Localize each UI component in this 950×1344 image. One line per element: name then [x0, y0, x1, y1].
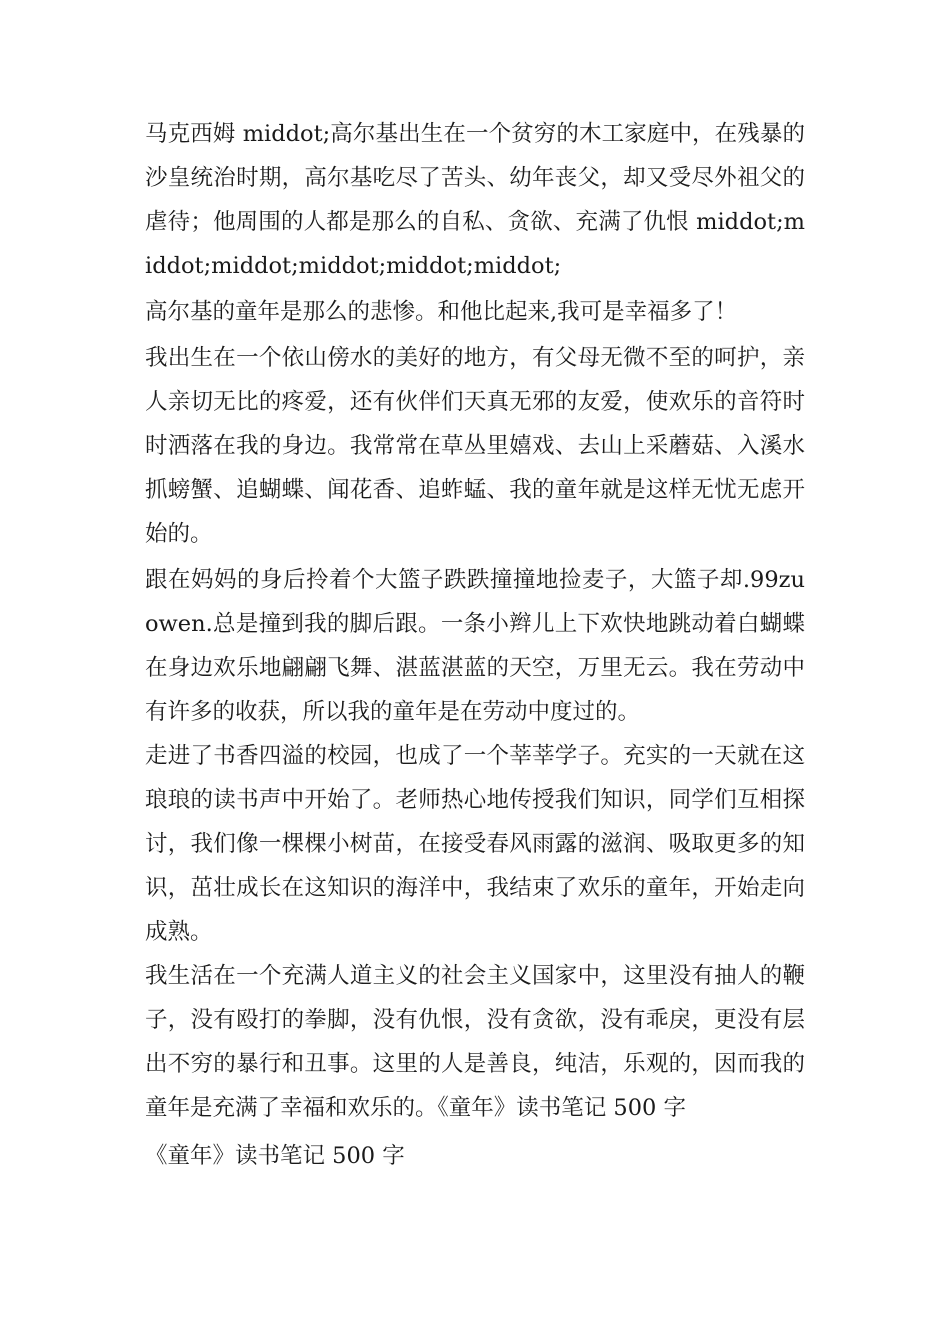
- paragraph-4: 跟在妈妈的身后拎着个大篮子跌跌撞撞地捡麦子，大篮子却.99zuowen.总是撞到我的脚后跟。一条小辫儿上下欢快地跳动着白蝴蝶在身边欢乐地翩翩飞舞、湛蓝湛蓝的天空，万里无云。我在劳动中有许多的收获，所以我的童年是在劳动中度过的。: [145, 567, 805, 725]
- document-body: [145, 112, 805, 1180]
- paragraph-5: 走进了书香四溢的校园，也成了一个莘莘学子。充实的一天就在这琅琅的读书声中开始了。老师热心地传授我们知识，同学们互相探讨，我们像一棵棵小树苗，在接受春风雨露的滋润、吸取更多的知识，茁壮成长在这知识的海洋中，我结束了欢乐的童年，开始走向成熟。: [145, 743, 805, 945]
- paragraph-7: 《童年》读书笔记 500 字: [145, 1143, 405, 1169]
- paragraph-3: 我出生在一个依山傍水的美好的地方，有父母无微不至的呵护，亲人亲切无比的疼爱，还有伙伴们天真无邪的友爱，使欢乐的音符时时洒落在我的身边。我常常在草丛里嬉戏、去山上采蘑菇、入溪水抓螃蟹、追蝴蝶、闻花香、追蚱蜢、我的童年就是这样无忧无虑开始的。: [145, 345, 805, 547]
- paragraph-6: 我生活在一个充满人道主义的社会主义国家中，这里没有抽人的鞭子，没有殴打的拳脚，没有仇恨，没有贪欲，没有乖戾，更没有层出不穷的暴行和丑事。这里的人是善良，纯洁，乐观的，因而我的童年是充满了幸福和欢乐的。《童年》读书笔记 500 字: [145, 963, 805, 1121]
- paragraph-1: 马克西姆 middot;高尔基出生在一个贫穷的木工家庭中，在残暴的沙皇统治时期，高尔基吃尽了苦头、幼年丧父，却又受尽外祖父的虐待；他周围的人都是那么的自私、贪欲、充满了仇恨 middot;middot;middot;middot;middot;middot;: [145, 121, 805, 279]
- paragraph-2: 高尔基的童年是那么的悲惨。和他比起来,我可是幸福多了！: [145, 299, 738, 325]
